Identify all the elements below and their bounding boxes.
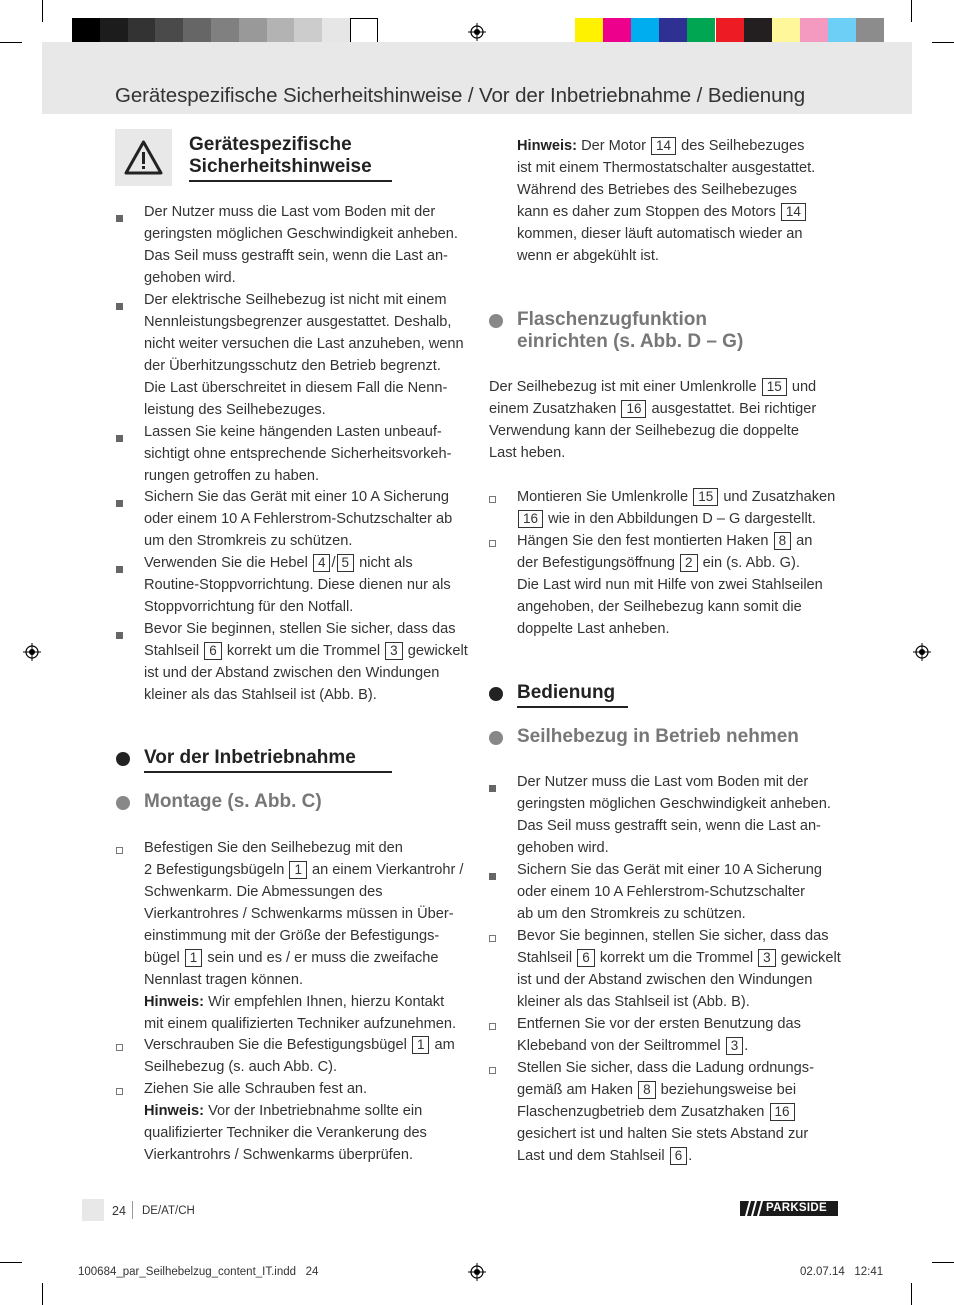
list-item: Sichern Sie das Gerät mit einer 10 A Sicherung oder einem 10 A Fehlerstrom-Schutzschalter ab um den Stromkreis zu schützen. — [517, 862, 823, 922]
bullet — [116, 435, 123, 442]
checkbox-bullet — [116, 1044, 123, 1051]
checkbox-bullet — [489, 935, 496, 942]
section-dot — [489, 314, 503, 328]
safety-heading-line2: Sicherheitshinweise — [189, 156, 372, 177]
warning-triangle-icon — [115, 129, 172, 186]
brand-name: PARKSIDE — [766, 1202, 827, 1214]
footer-divider — [132, 1201, 133, 1219]
list-item: Hängen Sie den fest montierten Haken 8 an der Befestigungsöffnung 2 ein (s. Abb. G). Die Last wird nun mit Hilfe von zwei Stahlseilen angehoben, der Seilhebezug kann somit die doppelte Last anheben. — [517, 533, 823, 637]
bullet — [489, 785, 496, 792]
warning-box — [115, 129, 172, 186]
heading-underline — [144, 771, 392, 773]
page-number-box — [82, 1199, 104, 1221]
flaschen-paragraph: Der Seilhebezug ist mit einer Umlenkrolle 15 und einem Zusatzhaken 16 ausgestattet. Bei richtiger Verwendung kann der Seilhebezug die doppelte Last heben. — [489, 379, 817, 461]
crop-mark — [0, 1262, 22, 1263]
brand-logo — [740, 1201, 838, 1216]
locale-label: DE/AT/CH — [142, 1205, 195, 1217]
bullet — [116, 500, 123, 507]
list-item: Ziehen Sie alle Schrauben fest an. Hinweis: Vor der Inbetriebnahme sollte ein qualifizierter Techniker die Verankerung des Vierkantrohrs / Schwenkarms überprüfen. — [144, 1081, 427, 1163]
list-item: Lassen Sie keine hängenden Lasten unbeauf- sichtigt ohne entsprechende Sicherheitsvorkeh- rungen getroffen zu haben. — [144, 424, 452, 484]
registration-mark-icon — [468, 1263, 486, 1281]
crop-mark — [42, 1283, 43, 1305]
list-item: Der elektrische Seilhebezug ist nicht mit einem Nennleistungsbegrenzer ausgestattet. Deshalb, nicht weiter versuchen die Last anzuheben, wenn der Überhitzungsschutz den Betrieb begrenzt. Die Last überschreitet in diesem Fall die Nenn- leistung des Seilhebezuges. — [144, 292, 464, 418]
bullet — [116, 215, 123, 222]
checkbox-bullet — [489, 1023, 496, 1030]
section-dot — [489, 687, 503, 701]
checkbox-bullet — [489, 1067, 496, 1074]
motor-note: Hinweis: Der Motor 14 des Seilhebezuges ist mit einem Thermostatschalter ausgestattet. Während des Betriebes des Seilhebezuges kann es daher zum Stoppen des Motors 14 kommen, dieser läuft automatisch wieder an wenn er abgekühlt ist. — [517, 138, 816, 264]
checkbox-bullet — [489, 540, 496, 547]
bedienung-heading: Bedienung — [517, 682, 616, 703]
list-item: Befestigen Sie den Seilhebezug mit den 2 Befestigungsbügeln 1 an einem Vierkantrohr / Schwenkarm. Die Abmessungen des Vierkantrohres / Schwenkarms müssen in Über- einstimmung mit der Größe der Befestigungs- bügel 1 sein und es / er muss die zweifache Nennlast tragen können. Hinweis: Wir empfehlen Ihnen, hierzu Kontakt mit einem qualifizierten Techniker aufzunehmen. — [144, 840, 464, 1032]
checkbox-bullet — [116, 847, 123, 854]
bullet — [116, 566, 123, 573]
print-date: 02.07.14 12:41 — [800, 1266, 884, 1278]
vor-heading: Vor der Inbetriebnahme — [144, 747, 356, 768]
list-item: Bevor Sie beginnen, stellen Sie sicher, dass das Stahlseil 6 korrekt um die Trommel 3 gewickelt ist und der Abstand zwischen den Windungen kleiner als das Stahlseil ist (Abb. B). — [144, 621, 468, 703]
section-dot — [116, 752, 130, 766]
list-item: Sichern Sie das Gerät mit einer 10 A Sicherung oder einem 10 A Fehlerstrom-Schutzschalter ab um den Stromkreis zu schützen. — [144, 489, 453, 549]
file-info: 100684_par_Seilhebelzug_content_IT.indd 24 — [78, 1266, 319, 1278]
checkbox-bullet — [116, 1088, 123, 1095]
betrieb-heading: Seilhebezug in Betrieb nehmen — [517, 726, 799, 747]
page-title: Gerätespezifische Sicherheitshinweise / Vor der Inbetriebnahme / Bedienung — [115, 84, 806, 107]
registration-mark-icon — [913, 643, 931, 661]
montage-heading: Montage (s. Abb. C) — [144, 791, 322, 812]
section-dot — [489, 731, 503, 745]
list-item: Verwenden Sie die Hebel 4 / 5 nicht als Routine-Stoppvorrichtung. Diese dienen nur als Stoppvorrichtung für den Notfall. — [144, 555, 451, 615]
bullet — [489, 873, 496, 880]
safety-heading-line1: Gerätespezifische — [189, 134, 352, 155]
crop-mark — [42, 0, 43, 22]
crop-mark — [932, 42, 954, 43]
flaschen-heading-line1: Flaschenzugfunktion — [517, 309, 707, 330]
crop-mark — [0, 42, 22, 43]
crop-mark — [932, 1262, 954, 1263]
list-item: Verschrauben Sie die Befestigungsbügel 1 am Seilhebezug (s. auch Abb. C). — [144, 1037, 455, 1075]
registration-mark-icon — [23, 643, 41, 661]
heading-underline — [189, 180, 392, 182]
brand-stripes-icon — [742, 1201, 764, 1216]
flaschen-heading-line2: einrichten (s. Abb. D – G) — [517, 331, 744, 352]
list-item: Entfernen Sie vor der ersten Benutzung das Klebeband von der Seiltrommel 3 . — [517, 1016, 801, 1054]
page-number: 24 — [112, 1204, 126, 1218]
checkbox-bullet — [489, 496, 496, 503]
heading-underline — [517, 706, 628, 708]
list-item: Der Nutzer muss die Last vom Boden mit der geringsten möglichen Geschwindigkeit anheben. Das Seil muss gestrafft sein, wenn die Last an- gehoben wird. — [144, 204, 458, 286]
bullet — [116, 303, 123, 310]
bullet — [116, 632, 123, 639]
section-dot — [116, 796, 130, 810]
list-item: Stellen Sie sicher, dass die Ladung ordnungs- gemäß am Haken 8 beziehungsweise bei Flaschenzugbetrieb dem Zusatzhaken 16 gesichert ist und halten Sie stets Abstand zur Last und dem Stahlseil 6 . — [517, 1060, 814, 1164]
list-item: Der Nutzer muss die Last vom Boden mit der geringsten möglichen Geschwindigkeit anheben. Das Seil muss gestrafft sein, wenn die Last an- gehoben wird. — [517, 774, 831, 856]
list-item: Bevor Sie beginnen, stellen Sie sicher, dass das Stahlseil 6 korrekt um die Trommel 3 gewickelt ist und der Abstand zwischen den Windungen kleiner als das Stahlseil ist (Abb. B). — [517, 928, 841, 1010]
crop-mark — [911, 0, 912, 22]
registration-mark-icon — [468, 23, 486, 41]
crop-mark — [911, 1283, 912, 1305]
list-item: Montieren Sie Umlenkrolle 15 und Zusatzhaken 16 wie in den Abbildungen D – G dargestellt. — [517, 489, 836, 527]
